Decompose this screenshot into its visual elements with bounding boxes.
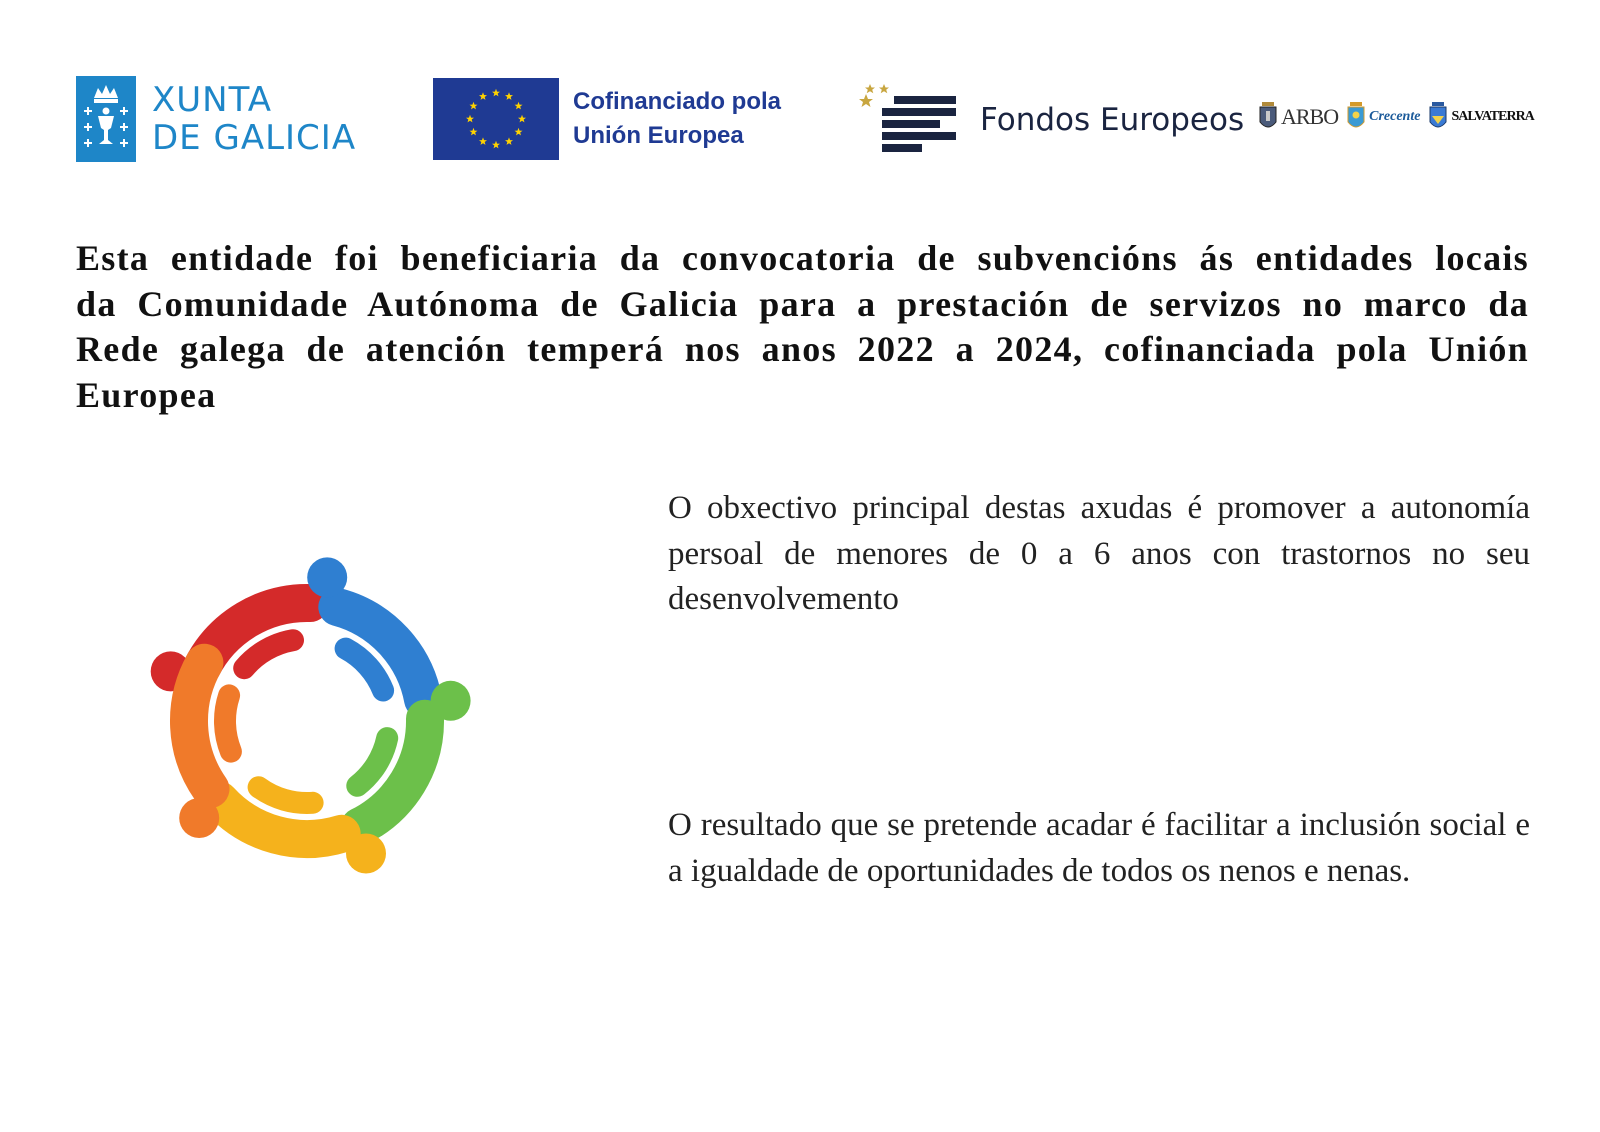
- community-figure: [307, 557, 423, 699]
- concello-salvaterra-logo: [1428, 100, 1533, 134]
- logo-band: [0, 0, 1600, 200]
- eu-cofinancing-logo: [433, 78, 781, 160]
- concello-crecente-logo: [1346, 100, 1420, 134]
- xunta-line-2: DE GALICIA: [152, 118, 357, 158]
- salvaterra-name: SALVATERRA: [1451, 109, 1534, 124]
- fondos-europeos-logo: [858, 84, 1244, 156]
- crecente-shield-icon: [1346, 100, 1366, 134]
- xunta-wordmark: [152, 81, 356, 157]
- xunta-line-1: XUNTA: [152, 80, 272, 120]
- arbo-shield-icon: [1258, 100, 1278, 134]
- crecente-name: Crecente: [1369, 109, 1421, 124]
- eu-flag-icon: [433, 78, 559, 160]
- objective-paragraph: O obxectivo principal destas axudas é promover a autonomía persoal de menores de 0 a 6 anos con trastornos no seu desenvolvemento: [668, 490, 1530, 617]
- eu-line-1: Cofinanciado pola: [573, 88, 782, 115]
- council-logos: [1258, 100, 1534, 134]
- fondos-europeos-flag-icon: [858, 84, 962, 156]
- xunta-crest-icon: [76, 76, 136, 162]
- arbo-name: ARBO: [1281, 104, 1339, 129]
- salvaterra-shield-icon: [1428, 100, 1448, 134]
- xunta-de-galicia-logo: [76, 76, 356, 162]
- headline-paragraph: Esta entidade foi beneficiaria da convocatoria de subvencións ás entidades locais da Comunidade Autónoma de Galicia para a prestación de servizos no marco da Rede galega de atención temperá nos anos 2022 a 2024, cofinanciada pola Unión Europea: [76, 238, 1529, 415]
- result-paragraph: O resultado que se pretende acadar é facilitar a inclusión social e a igualdade de oportunidades de todos os nenos e nenas.: [668, 807, 1530, 889]
- community-circle-icon: [142, 556, 472, 886]
- community-figure: [151, 603, 311, 691]
- eu-line-2: Unión Europea: [573, 122, 744, 149]
- eu-cofinancing-text: [573, 85, 781, 153]
- fondos-europeos-label: Fondos Europeos: [980, 102, 1245, 138]
- concello-arbo-logo: [1258, 100, 1338, 134]
